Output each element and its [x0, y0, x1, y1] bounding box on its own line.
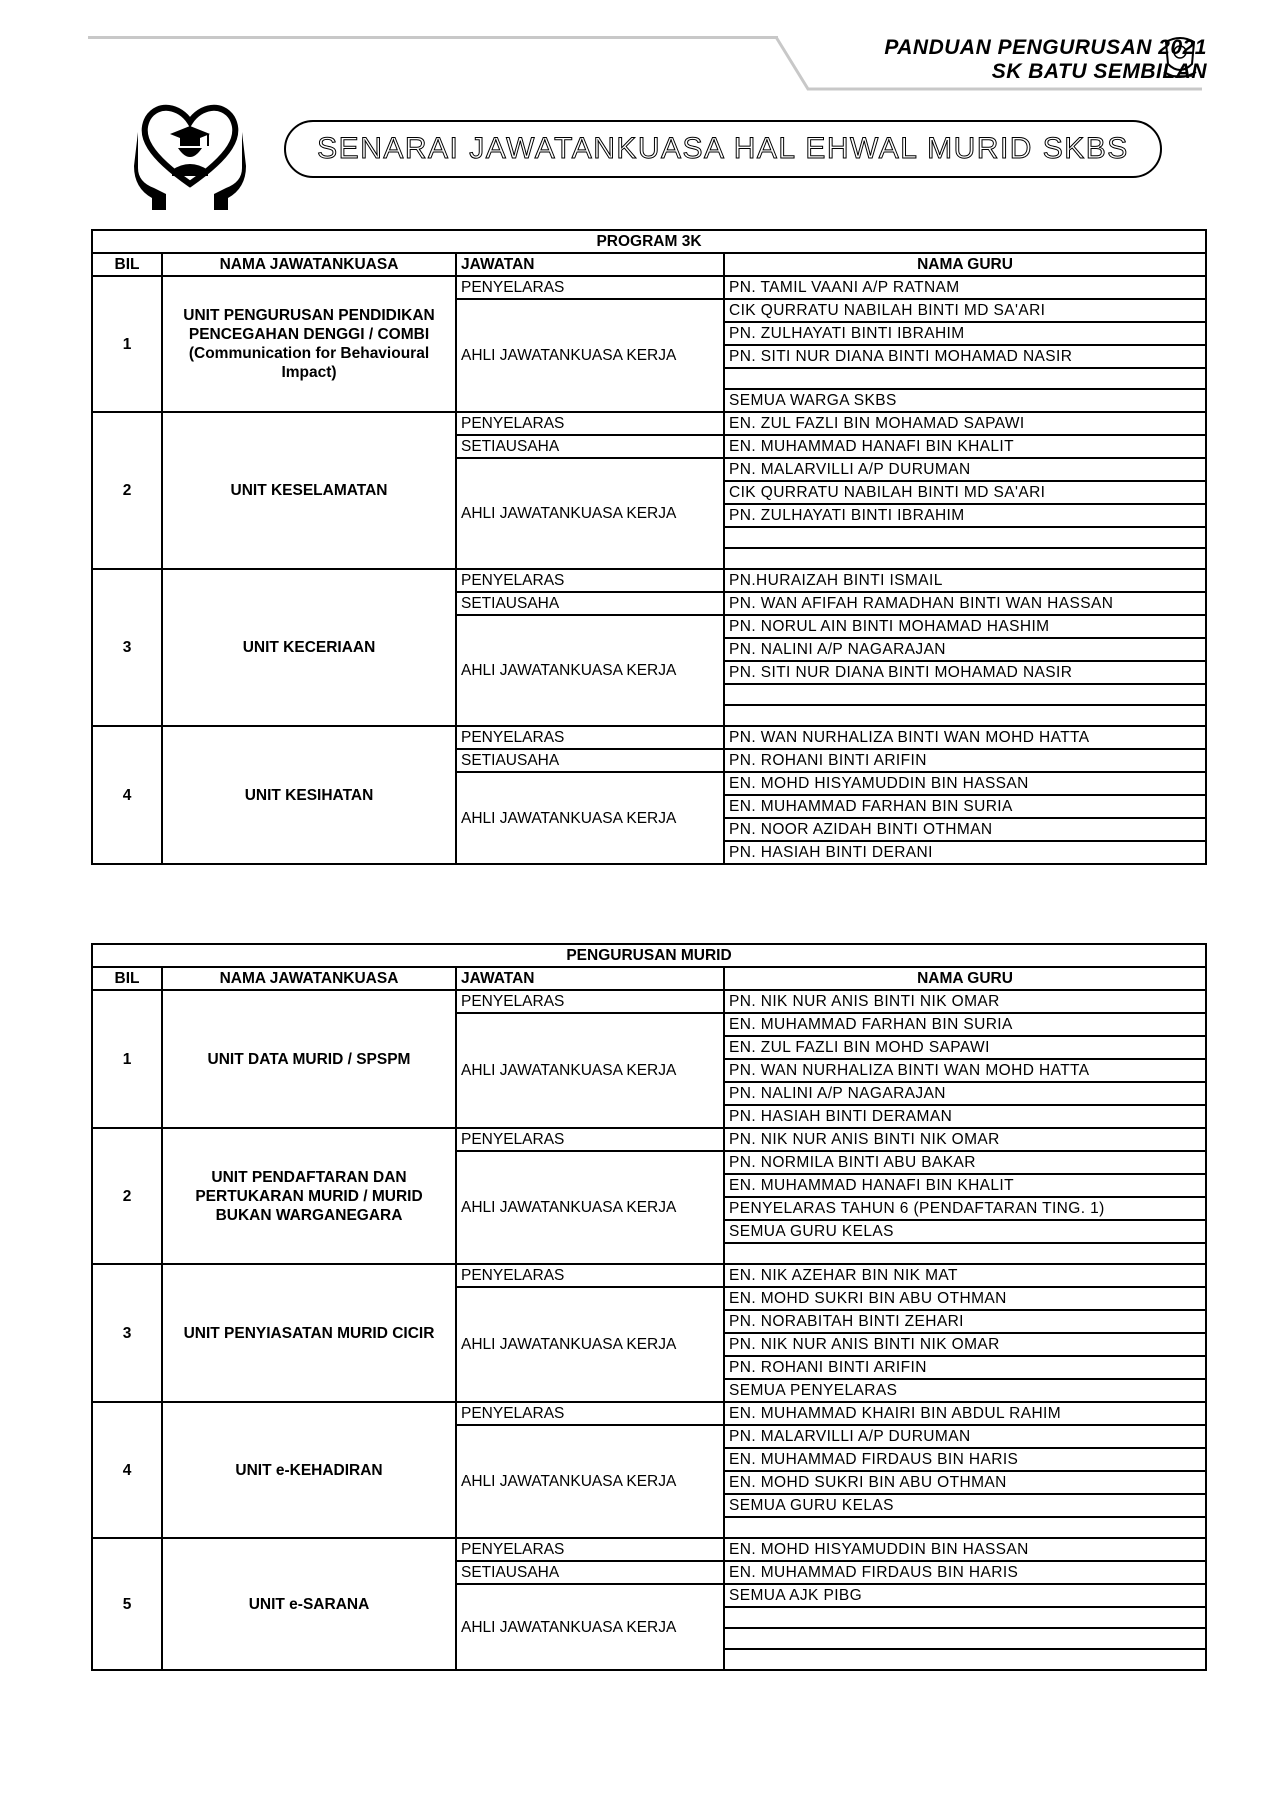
teacher-name-cell: [724, 527, 1206, 548]
column-header-bil: BIL: [92, 253, 162, 276]
teacher-name-cell: PENYELARAS TAHUN 6 (PENDAFTARAN TING. 1): [724, 1197, 1206, 1220]
teacher-name-cell: EN. MOHD SUKRI BIN ABU OTHMAN: [724, 1287, 1206, 1310]
teacher-name-cell: EN. MOHD HISYAMUDDIN BIN HASSAN: [724, 772, 1206, 795]
column-header-jawatan: JAWATAN: [456, 967, 724, 990]
teacher-name-cell: PN. NIK NUR ANIS BINTI NIK OMAR: [724, 1333, 1206, 1356]
teacher-name-cell: EN. MUHAMMAD FIRDAUS BIN HARIS: [724, 1448, 1206, 1471]
table-row: [92, 990, 1206, 1013]
teacher-name-cell: PN. ZULHAYATI BINTI IBRAHIM: [724, 322, 1206, 345]
unit-number: 4: [92, 1402, 162, 1538]
teacher-name-cell: PN. NIK NUR ANIS BINTI NIK OMAR: [724, 990, 1206, 1013]
teacher-name-cell: [724, 684, 1206, 705]
teacher-name-cell: EN. MOHD SUKRI BIN ABU OTHMAN: [724, 1471, 1206, 1494]
teacher-name-cell: [724, 1649, 1206, 1670]
teacher-name-cell: CIK QURRATU NABILAH BINTI MD SA'ARI: [724, 299, 1206, 322]
teacher-name-cell: EN. MUHAMMAD FIRDAUS BIN HARIS: [724, 1561, 1206, 1584]
teacher-name-cell: PN. SITI NUR DIANA BINTI MOHAMAD NASIR: [724, 345, 1206, 368]
teacher-name-cell: PN. ROHANI BINTI ARIFIN: [724, 1356, 1206, 1379]
teacher-name-cell: PN. NORMILA BINTI ABU BAKAR: [724, 1151, 1206, 1174]
teacher-name-cell: PN. NORUL AIN BINTI MOHAMAD HASHIM: [724, 615, 1206, 638]
table-row: [92, 726, 1206, 749]
role-cell: AHLI JAWATANKUASA KERJA: [456, 1151, 724, 1264]
teacher-name-cell: SEMUA GURU KELAS: [724, 1220, 1206, 1243]
unit-name: UNIT KECERIAAN: [162, 569, 456, 726]
role-cell: AHLI JAWATANKUASA KERJA: [456, 615, 724, 726]
teacher-name-cell: [724, 1607, 1206, 1628]
unit-name: UNIT KESIHATAN: [162, 726, 456, 864]
heart-hands-graduate-icon: [130, 92, 250, 212]
teacher-name-cell: SEMUA GURU KELAS: [724, 1494, 1206, 1517]
teacher-name-cell: PN. SITI NUR DIANA BINTI MOHAMAD NASIR: [724, 661, 1206, 684]
teacher-name-cell: SEMUA AJK PIBG: [724, 1584, 1206, 1607]
column-header-jawatan: JAWATAN: [456, 253, 724, 276]
teacher-name-cell: [724, 1628, 1206, 1649]
role-cell: AHLI JAWATANKUASA KERJA: [456, 299, 724, 412]
teacher-name-cell: [724, 705, 1206, 726]
section-title: PENGURUSAN MURID: [92, 944, 1206, 967]
teacher-name-cell: [724, 548, 1206, 569]
role-cell: SETIAUSAHA: [456, 592, 724, 615]
teacher-name-cell: EN. MUHAMMAD FARHAN BIN SURIA: [724, 795, 1206, 818]
table-row: [92, 569, 1206, 592]
section-title: PROGRAM 3K: [92, 230, 1206, 253]
teacher-name-cell: EN. MUHAMMAD HANAFI BIN KHALIT: [724, 1174, 1206, 1197]
teacher-name-cell: [724, 368, 1206, 389]
teacher-name-cell: PN. NIK NUR ANIS BINTI NIK OMAR: [724, 1128, 1206, 1151]
unit-number: 4: [92, 726, 162, 864]
role-cell: AHLI JAWATANKUASA KERJA: [456, 458, 724, 569]
column-header-guru: NAMA GURU: [724, 253, 1206, 276]
column-header-bil: BIL: [92, 967, 162, 990]
role-cell: PENYELARAS: [456, 412, 724, 435]
teacher-name-cell: EN. MOHD HISYAMUDDIN BIN HASSAN: [724, 1538, 1206, 1561]
role-cell: PENYELARAS: [456, 1264, 724, 1287]
role-cell: AHLI JAWATANKUASA KERJA: [456, 1425, 724, 1538]
table-row: [92, 1538, 1206, 1561]
column-header-nama: NAMA JAWATANKUASA: [162, 253, 456, 276]
table-row: [92, 1128, 1206, 1151]
unit-name: UNIT PENGURUSAN PENDIDIKAN PENCEGAHAN DENGGI / COMBI (Communication for Behavioural Impact): [162, 276, 456, 412]
role-cell: AHLI JAWATANKUASA KERJA: [456, 1287, 724, 1402]
role-cell: PENYELARAS: [456, 726, 724, 749]
teacher-name-cell: SEMUA WARGA SKBS: [724, 389, 1206, 412]
page-banner-text: SENARAI JAWATANKUASA HAL EHWAL MURID SKBS: [317, 132, 1129, 165]
teacher-name-cell: PN. HASIAH BINTI DERAMAN: [724, 1105, 1206, 1128]
teacher-name-cell: PN. TAMIL VAANI A/P RATNAM: [724, 276, 1206, 299]
role-cell: PENYELARAS: [456, 1402, 724, 1425]
role-cell: AHLI JAWATANKUASA KERJA: [456, 1584, 724, 1670]
role-cell: PENYELARAS: [456, 276, 724, 299]
role-cell: PENYELARAS: [456, 1538, 724, 1561]
unit-name: UNIT KESELAMATAN: [162, 412, 456, 569]
unit-name: UNIT e-SARANA: [162, 1538, 456, 1670]
teacher-name-cell: PN. HASIAH BINTI DERANI: [724, 841, 1206, 864]
teacher-name-cell: PN. ZULHAYATI BINTI IBRAHIM: [724, 504, 1206, 527]
program-3k-table: [91, 229, 1207, 865]
unit-number: 1: [92, 990, 162, 1128]
role-cell: SETIAUSAHA: [456, 749, 724, 772]
teacher-name-cell: EN. MUHAMMAD HANAFI BIN KHALIT: [724, 435, 1206, 458]
unit-number: 5: [92, 1538, 162, 1670]
table-row: [92, 412, 1206, 435]
role-cell: PENYELARAS: [456, 569, 724, 592]
unit-number: 2: [92, 1128, 162, 1264]
role-cell: PENYELARAS: [456, 990, 724, 1013]
school-crest-icon: [1162, 34, 1198, 84]
teacher-name-cell: PN. WAN NURHALIZA BINTI WAN MOHD HATTA: [724, 1059, 1206, 1082]
unit-number: 3: [92, 569, 162, 726]
unit-number: 3: [92, 1264, 162, 1402]
teacher-name-cell: EN. NIK AZEHAR BIN NIK MAT: [724, 1264, 1206, 1287]
teacher-name-cell: EN. ZUL FAZLI BIN MOHAMAD SAPAWI: [724, 412, 1206, 435]
teacher-name-cell: [724, 1517, 1206, 1538]
teacher-name-cell: PN. ROHANI BINTI ARIFIN: [724, 749, 1206, 772]
role-cell: AHLI JAWATANKUASA KERJA: [456, 772, 724, 864]
column-header-nama: NAMA JAWATANKUASA: [162, 967, 456, 990]
teacher-name-cell: PN. NORABITAH BINTI ZEHARI: [724, 1310, 1206, 1333]
teacher-name-cell: EN. ZUL FAZLI BIN MOHD SAPAWI: [724, 1036, 1206, 1059]
unit-number: 1: [92, 276, 162, 412]
header-rule: [88, 36, 778, 39]
teacher-name-cell: EN. MUHAMMAD FARHAN BIN SURIA: [724, 1013, 1206, 1036]
unit-name: UNIT DATA MURID / SPSPM: [162, 990, 456, 1128]
teacher-name-cell: CIK QURRATU NABILAH BINTI MD SA'ARI: [724, 481, 1206, 504]
teacher-name-cell: PN. MALARVILLI A/P DURUMAN: [724, 1425, 1206, 1448]
pengurusan-murid-table: [91, 943, 1207, 1671]
document-title-line1: PANDUAN PENGURUSAN 2021: [884, 36, 1207, 59]
role-cell: SETIAUSAHA: [456, 435, 724, 458]
table-row: [92, 1402, 1206, 1425]
page-banner: [284, 120, 1162, 178]
teacher-name-cell: EN. MUHAMMAD KHAIRI BIN ABDUL RAHIM: [724, 1402, 1206, 1425]
teacher-name-cell: PN. WAN AFIFAH RAMADHAN BINTI WAN HASSAN: [724, 592, 1206, 615]
unit-name: UNIT PENYIASATAN MURID CICIR: [162, 1264, 456, 1402]
teacher-name-cell: [724, 1243, 1206, 1264]
unit-name: UNIT PENDAFTARAN DAN PERTUKARAN MURID / MURID BUKAN WARGANEGARA: [162, 1128, 456, 1264]
document-title-line2: SK BATU SEMBILAN: [991, 60, 1207, 83]
role-cell: PENYELARAS: [456, 1128, 724, 1151]
unit-number: 2: [92, 412, 162, 569]
teacher-name-cell: PN.HURAIZAH BINTI ISMAIL: [724, 569, 1206, 592]
table-row: [92, 1264, 1206, 1287]
teacher-name-cell: PN. NALINI A/P NAGARAJAN: [724, 638, 1206, 661]
document-title: [884, 36, 1207, 84]
unit-name: UNIT e-KEHADIRAN: [162, 1402, 456, 1538]
teacher-name-cell: PN. WAN NURHALIZA BINTI WAN MOHD HATTA: [724, 726, 1206, 749]
role-cell: SETIAUSAHA: [456, 1561, 724, 1584]
teacher-name-cell: PN. NOOR AZIDAH BINTI OTHMAN: [724, 818, 1206, 841]
teacher-name-cell: PN. NALINI A/P NAGARAJAN: [724, 1082, 1206, 1105]
table-row: [92, 276, 1206, 299]
role-cell: AHLI JAWATANKUASA KERJA: [456, 1013, 724, 1128]
teacher-name-cell: SEMUA PENYELARAS: [724, 1379, 1206, 1402]
column-header-guru: NAMA GURU: [724, 967, 1206, 990]
teacher-name-cell: PN. MALARVILLI A/P DURUMAN: [724, 458, 1206, 481]
